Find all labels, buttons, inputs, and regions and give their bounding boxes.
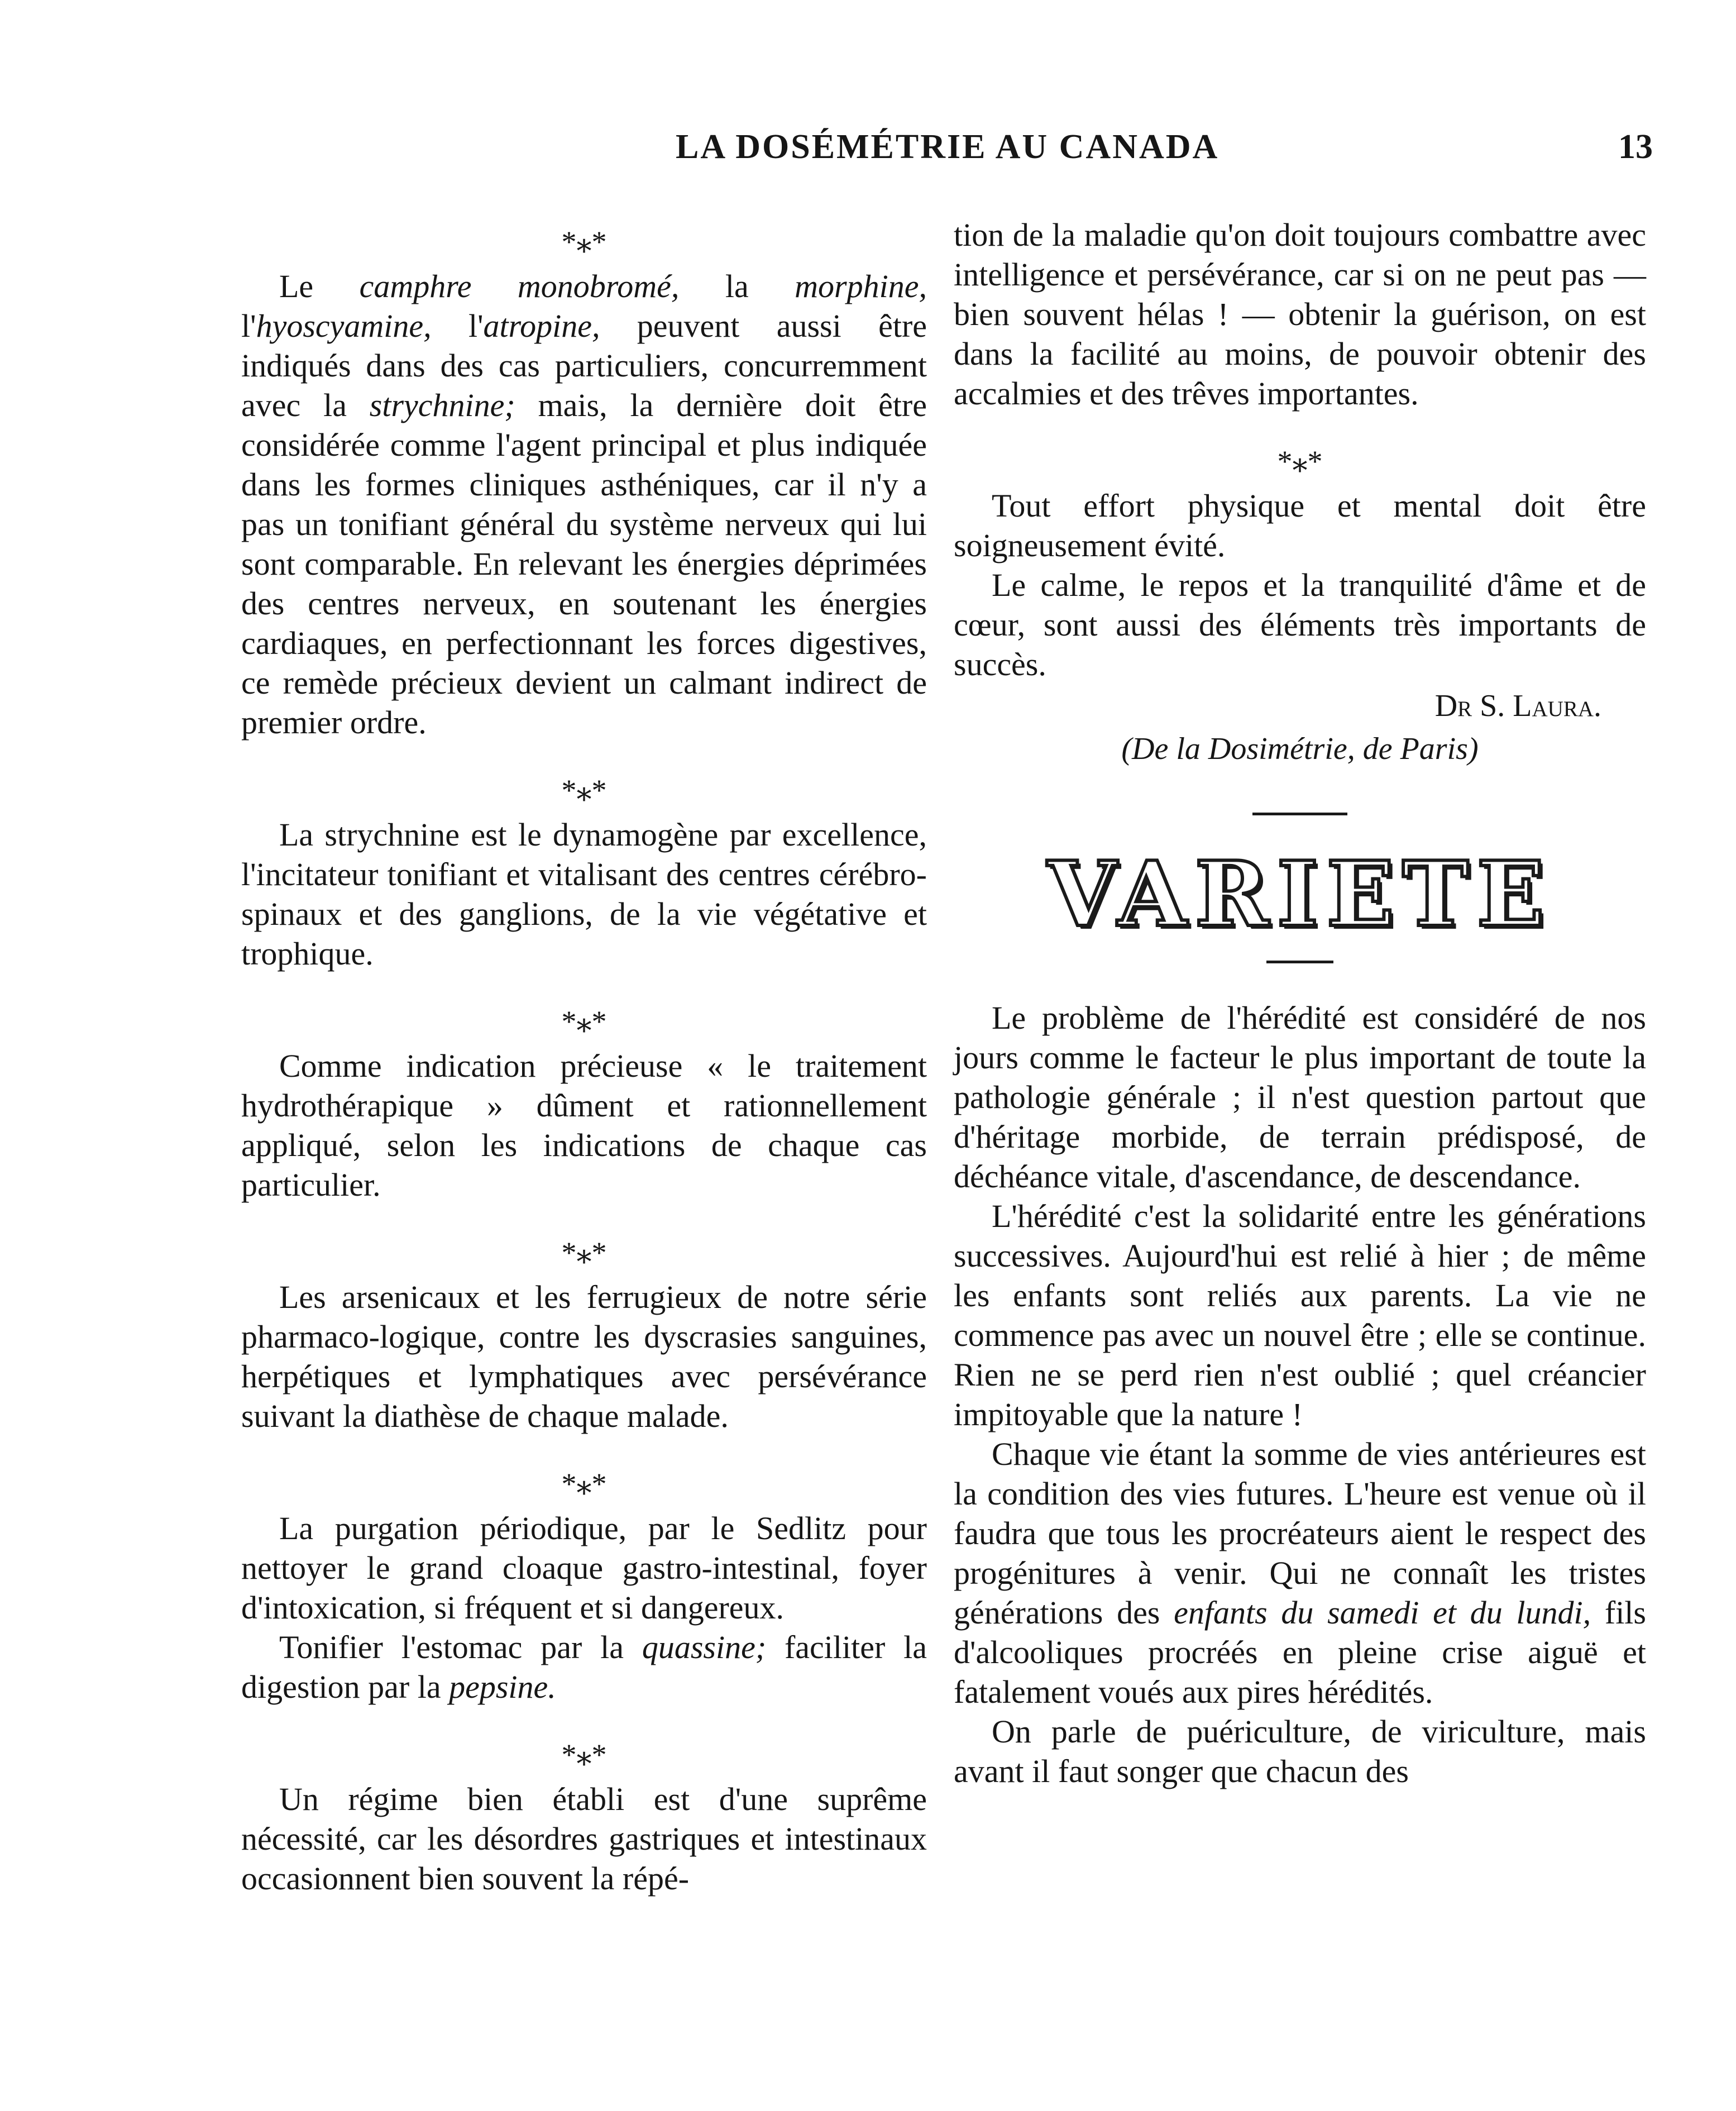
running-header xyxy=(664,127,1653,183)
text: la xyxy=(679,268,795,304)
text: Chaque vie étant la somme de vies antérieures est la condition des vies futures. L'heure est venue où il faudra que tous les procréateurs aient le respect des progénitures à venir. Qui ne connaît les tristes générations des xyxy=(954,1436,1646,1631)
text: ) xyxy=(1467,732,1479,766)
text: Le xyxy=(279,268,360,304)
paragraph-heredite: Le problème de l'hérédité est considéré de nos jours comme le facteur le plus important de toute la pathologie générale ; il n'est question partout que d'héritage morbide, de terrain prédisposé, de déchéance vitale, d'ascendance, de descendance. xyxy=(954,1000,1646,1195)
paragraph-arsenicaux: Les arsenicaux et les ferrugieux de notre série pharmaco-logique, contre les dyscrasies sanguines, herpétiques et lymphatiques avec persévérance suivant la diathèse de chaque malade. xyxy=(241,1279,927,1434)
italic-term: enfants du samedi et du lundi, xyxy=(1174,1594,1591,1631)
paragraph-estomac xyxy=(241,1627,927,1707)
paragraph-regime: Un régime bien établi est d'une suprême nécessité, car les désordres gastriques et intestinaux occasionnent bien souvent la répé- xyxy=(241,1781,927,1897)
italic-term: camphre monobromé, xyxy=(359,268,680,304)
text: l' xyxy=(431,308,484,344)
paragraph-camphre xyxy=(241,266,927,742)
asterism: *⁎* xyxy=(561,1236,607,1269)
author-signature: Dr S. Laura. xyxy=(1434,689,1601,723)
section-title: VARIETE xyxy=(1047,842,1553,947)
paragraph-continuation: tion de la maladie qu'on doit toujours combattre avec intelligence et persévérance, car si on ne peut pas — bien souvent hélas ! — obtenir la guérison, on est dans la facilité au moins, de pouvoir obtenir des accalmies et des trêves importantes. xyxy=(954,217,1646,412)
text: fils d'alcooliques procréés en pleine crise aiguë et fatalement voués aux pires hérédités. xyxy=(954,1594,1646,1710)
paragraph-hydrotherapie: Comme indication précieuse « le traitement hydrothérapique » dûment et rationnellement appliqué, selon les indications de chaque cas particulier. xyxy=(241,1048,927,1203)
source-citation xyxy=(954,729,1646,769)
text: peuvent aussi être indiqués dans des cas particuliers, concurremment avec la xyxy=(241,308,927,423)
paragraph-strychnine: La strychnine est le dynamogène par excellence, l'incitateur tonifiant et vitalisant des centres cérébro-spinaux et des ganglions, de la vie végétative et trophique. xyxy=(241,816,927,972)
left-column xyxy=(241,215,927,1898)
text: Tonifier l'estomac par la xyxy=(279,1629,642,1665)
italic-term: morphine, xyxy=(795,268,927,304)
asterism: *⁎* xyxy=(561,1738,607,1771)
italic-term: atropine, xyxy=(483,308,600,344)
paragraph-generations xyxy=(954,1434,1646,1712)
paragraph-effort: Tout effort physique et mental doit être soigneusement évité. xyxy=(954,488,1646,563)
asterism: *⁎* xyxy=(561,773,607,807)
italic-term: strychnine; xyxy=(369,387,515,423)
running-title: LA DOSÉMÉTRIE AU CANADA xyxy=(676,128,1219,166)
italic-term: hyoscyamine, xyxy=(256,308,432,344)
italic-term: pepsine. xyxy=(449,1669,556,1705)
source-title: De la Dosimétrie, de Paris xyxy=(1132,732,1468,766)
asterism: *⁎* xyxy=(561,1467,607,1501)
paragraph-puericulture: On parle de puériculture, de viriculture, mais avant il faut songer que chacun des xyxy=(954,1713,1646,1789)
paragraph-solidarite: L'hérédité c'est la solidarité entre les générations successives. Aujourd'hui est relié à hier ; de même les enfants sont reliés aux parents. La vie ne commence pas avec un nouvel être ; elle se continue. Rien ne se perd rien n'est oublié ; quel créancier impitoyable que la nature ! xyxy=(954,1198,1646,1432)
right-column xyxy=(954,215,1646,1791)
paragraph-calme: Le calme, le repos et la tranquilité d'âme et de cœur, sont aussi des éléments très importants de succès. xyxy=(954,567,1646,682)
asterism: *⁎* xyxy=(1277,445,1323,478)
divider-rule xyxy=(1252,813,1347,815)
page-number: 13 xyxy=(1618,128,1653,166)
text: ( xyxy=(1121,732,1132,766)
italic-term: quassine; xyxy=(642,1629,767,1665)
paragraph-purgation: La purgation périodique, par le Sedlitz pour nettoyer le grand cloaque gastro-intestinal, foyer d'intoxication, si fréquent et si dangereux. xyxy=(241,1510,927,1626)
text: l' xyxy=(241,308,256,344)
divider-rule xyxy=(1266,961,1333,963)
asterism: *⁎* xyxy=(561,1005,607,1038)
text: faciliter la digestion par la xyxy=(241,1629,927,1705)
asterism: *⁎* xyxy=(561,225,607,259)
text: mais, la dernière doit être considérée comme l'agent principal et plus indiquée dans les formes cliniques asthéniques, car il n'y a pas un tonifiant général du système nerveux qui lui sont comparable. En relevant les énergies déprimées des centres nerveux, en soutenant les énergies cardiaques, en perfectionnant les forces digestives, ce remède précieux devient un calmant indirect de premier ordre. xyxy=(241,387,927,741)
